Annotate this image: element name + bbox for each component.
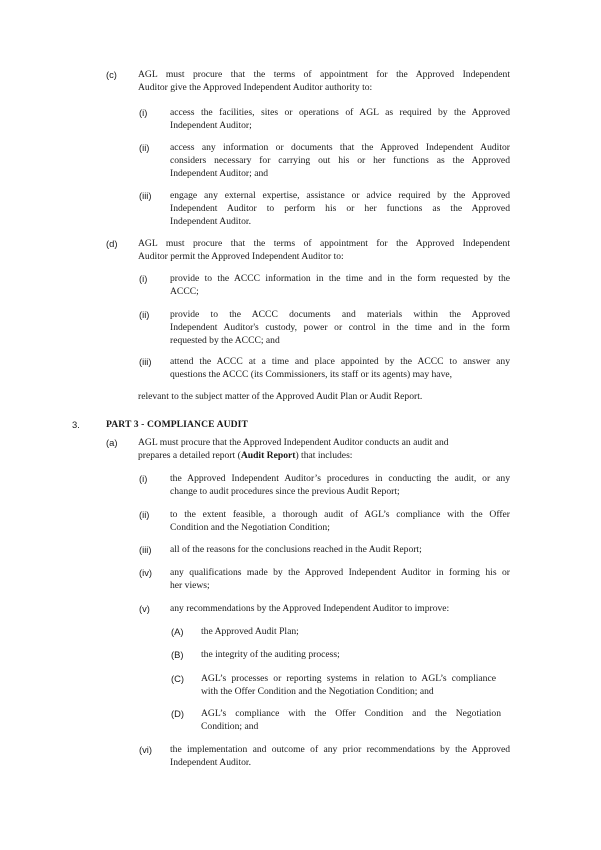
part3-number: 3. xyxy=(72,419,80,430)
clause-d-label: (d) xyxy=(106,238,118,249)
clause-c-label: (c) xyxy=(106,69,117,80)
clause-a-item-label: (i) xyxy=(139,473,148,484)
clause-a-item-line: change to audit procedures since the previous Audit Report; xyxy=(170,486,400,497)
clause-a-subitem-line: the Approved Audit Plan; xyxy=(201,626,299,637)
clause-a-item-label: (v) xyxy=(139,603,150,614)
clause-a-subitem-label: (B) xyxy=(171,649,184,660)
clause-d-item-label: (ii) xyxy=(139,309,150,320)
clause-c-item-line: Independent Auditor; xyxy=(170,120,252,131)
clause-d-item-line: requested by the ACCC; and xyxy=(170,335,280,346)
clause-a-text-line xyxy=(138,449,352,462)
clause-a-item-line: any recommendations by the Approved Independent Auditor to improve: xyxy=(170,603,450,614)
clause-a-item-line: Independent Auditor. xyxy=(170,757,251,768)
clause-c-item-label: (ii) xyxy=(139,142,150,153)
clause-c-item-line: engage any external expertise, assistance or advice required by the Approved xyxy=(170,190,510,201)
clause-c-item-label: (i) xyxy=(139,107,148,118)
clause-a-subitem-label: (C) xyxy=(171,673,185,684)
clause-a-subitem-line: AGL’s compliance with the Offer Condition and the Negotiation xyxy=(201,708,501,719)
clause-c-item-line: Independent Auditor to perform his or her functions as the Approved xyxy=(170,203,510,214)
clause-c-item-label: (iii) xyxy=(139,190,152,201)
clause-a-text-line: AGL must procure that the Approved Independent Auditor conducts an audit and xyxy=(138,437,449,448)
clause-a-label: (a) xyxy=(106,437,118,448)
clause-a-subitem-line: the integrity of the auditing process; xyxy=(201,649,340,660)
clause-a-item-label: (vi) xyxy=(139,744,153,755)
clause-a-item-line: any qualifications made by the Approved Independent Auditor in forming his or xyxy=(170,567,510,578)
clause-c-text-line: Auditor give the Approved Independent Auditor authority to: xyxy=(138,82,373,93)
clause-a-text-post: ) that includes: xyxy=(295,450,353,461)
clause-c-text-line: AGL must procure that the terms of appointment for the Approved Independent xyxy=(138,69,510,80)
audit-report-term: Audit Report xyxy=(240,450,296,461)
clause-a-item-label: (ii) xyxy=(139,509,150,520)
clause-a-item-line: all of the reasons for the conclusions reached in the Audit Report; xyxy=(170,544,422,555)
clause-a-item-line: her views; xyxy=(170,580,210,591)
clause-a-subitem-line: with the Offer Condition and the Negotiation Condition; and xyxy=(201,686,434,697)
clause-d-item-line: Independent Auditor's custody, power or control in the time and in the form xyxy=(170,322,510,333)
clause-c-item-line: access any information or documents that the Approved Independent Auditor xyxy=(170,142,510,153)
clause-a-text-pre: prepares a detailed report ( xyxy=(138,450,241,461)
clause-a-item-label: (iii) xyxy=(139,544,152,555)
clause-a-subitem-line: Condition; and xyxy=(201,721,259,732)
clause-a-item-label: (iv) xyxy=(139,567,153,578)
clause-d-item-line: provide to the ACCC information in the time and in the form requested by the xyxy=(170,273,510,284)
clause-a-item-line: the Approved Independent Auditor’s procedures in conducting the audit, or any xyxy=(170,473,510,484)
clause-a-item-line: Condition and the Negotiation Condition; xyxy=(170,522,330,533)
clause-a-item-line: the implementation and outcome of any prior recommendations by the Approved xyxy=(170,744,510,755)
clause-a-subitem-label: (D) xyxy=(171,708,185,719)
clause-a-item-line: to the extent feasible, a thorough audit of AGL’s compliance with the Offer xyxy=(170,509,510,520)
clause-d-item-line: provide to the ACCC documents and materials within the Approved xyxy=(170,309,510,320)
part3-title: PART 3 - COMPLIANCE AUDIT xyxy=(106,419,248,430)
clause-d-text-line: AGL must procure that the terms of appointment for the Approved Independent xyxy=(138,238,510,249)
clause-d-item-line: questions the ACCC (its Commissioners, its staff or its agents) may have, xyxy=(170,369,453,380)
clause-a-subitem-line: AGL’s processes or reporting systems in relation to AGL’s compliance xyxy=(201,673,496,684)
clause-a-subitem-label: (A) xyxy=(171,626,184,637)
clause-d-item-label: (iii) xyxy=(139,356,152,367)
clause-d-item-label: (i) xyxy=(139,273,148,284)
clause-d-item-line: attend the ACCC at a time and place appointed by the ACCC to answer any xyxy=(170,356,510,367)
clause-d-item-line: ACCC; xyxy=(170,286,199,297)
clause-d-text-line: Auditor permit the Approved Independent Auditor to: xyxy=(138,251,344,262)
clause-c-item-line: considers necessary for carrying out his or her functions as the Approved xyxy=(170,155,510,166)
clause-c-item-line: access the facilities, sites or operations of AGL as required by the Approved xyxy=(170,107,510,118)
clause-c-item-line: Independent Auditor. xyxy=(170,216,251,227)
clause-d-closing: relevant to the subject matter of the Approved Audit Plan or Audit Report. xyxy=(138,391,423,402)
clause-c-item-line: Independent Auditor; and xyxy=(170,168,269,179)
